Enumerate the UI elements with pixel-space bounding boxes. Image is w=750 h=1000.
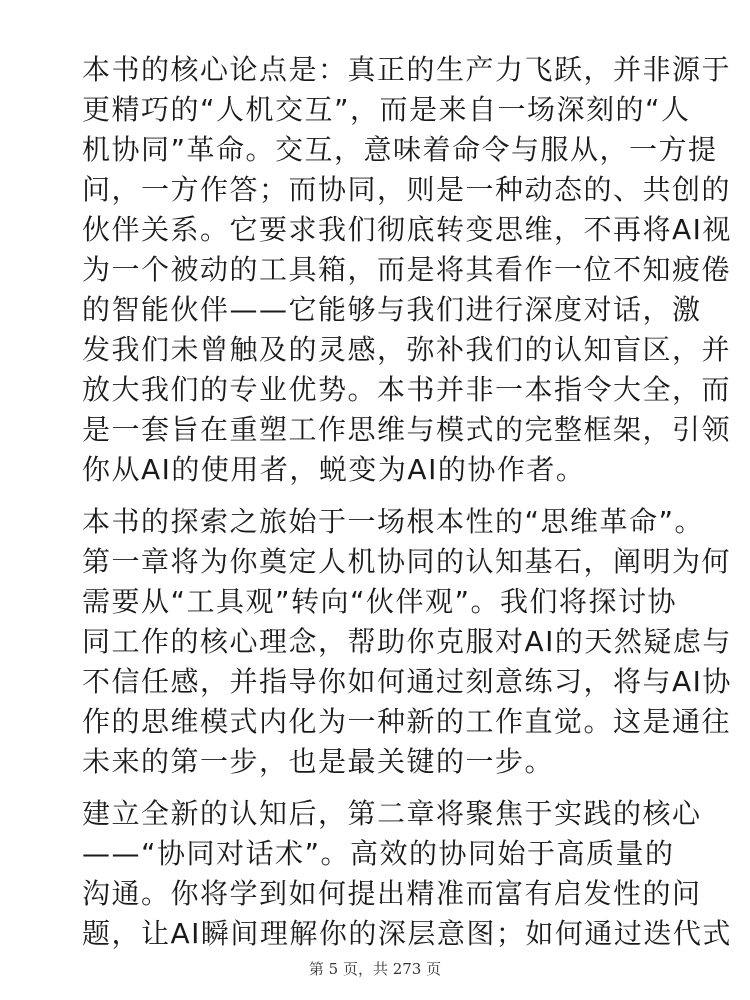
text-line: 未来的第一步，也是最关键的一步。 bbox=[82, 745, 555, 778]
text-line: 建立全新的认知后，第二章将聚焦于实践的核心 bbox=[82, 797, 702, 830]
text-line: 机协同”革命。交互，意味着命令与服从，一方提 bbox=[82, 133, 718, 166]
text-line: 沟通。你将学到如何提出精准而富有启发性的问 bbox=[82, 877, 702, 910]
text-line: 为一个被动的工具箱，而是将其看作一位不知疲倦 bbox=[82, 253, 732, 286]
text-line: 问，一方作答；而协同，则是一种动态的、共创的 bbox=[82, 173, 732, 206]
text-line: ——“协同对话术”。高效的协同始于高质量的 bbox=[82, 837, 675, 870]
text-line: 本书的核心论点是：真正的生产力飞跃，并非源于 bbox=[82, 53, 732, 86]
text-line: 的智能伙伴——它能够与我们进行深度对话，激 bbox=[82, 293, 702, 326]
page-number-footer: 第 5 页，共 273 页 bbox=[308, 960, 442, 978]
text-line: 发我们未曾触及的灵感，弥补我们的认知盲区，并 bbox=[82, 333, 732, 366]
text-line: 题，让AI瞬间理解你的深层意图；如何通过迭代式 bbox=[82, 917, 732, 950]
text-line: 同工作的核心理念，帮助你克服对AI的天然疑虑与 bbox=[82, 625, 732, 658]
paragraph-2 bbox=[82, 502, 732, 782]
text-line: 你从AI的使用者，蜕变为AI的协作者。 bbox=[82, 453, 586, 486]
text-line: 作的思维模式内化为一种新的工作直觉。这是通往 bbox=[82, 705, 732, 738]
text-line: 伙伴关系。它要求我们彻底转变思维，不再将AI视 bbox=[82, 213, 732, 246]
document-body bbox=[82, 50, 732, 966]
text-line: 是一套旨在重塑工作思维与模式的完整框架，引领 bbox=[82, 413, 732, 446]
paragraph-1 bbox=[82, 50, 732, 490]
paragraph-3 bbox=[82, 794, 732, 954]
text-line: 放大我们的专业优势。本书并非一本指令大全，而 bbox=[82, 373, 732, 406]
text-line: 不信任感，并指导你如何通过刻意练习，将与AI协 bbox=[82, 665, 732, 698]
text-line: 更精巧的“人机交互”，而是来自一场深刻的“人 bbox=[82, 93, 691, 126]
text-line: 第一章将为你奠定人机协同的认知基石，阐明为何 bbox=[82, 545, 732, 578]
text-line: 需要从“工具观”转向“伙伴观”。我们将探讨协 bbox=[82, 585, 678, 618]
text-line: 本书的探索之旅始于一场根本性的“思维革命”。 bbox=[82, 505, 705, 538]
